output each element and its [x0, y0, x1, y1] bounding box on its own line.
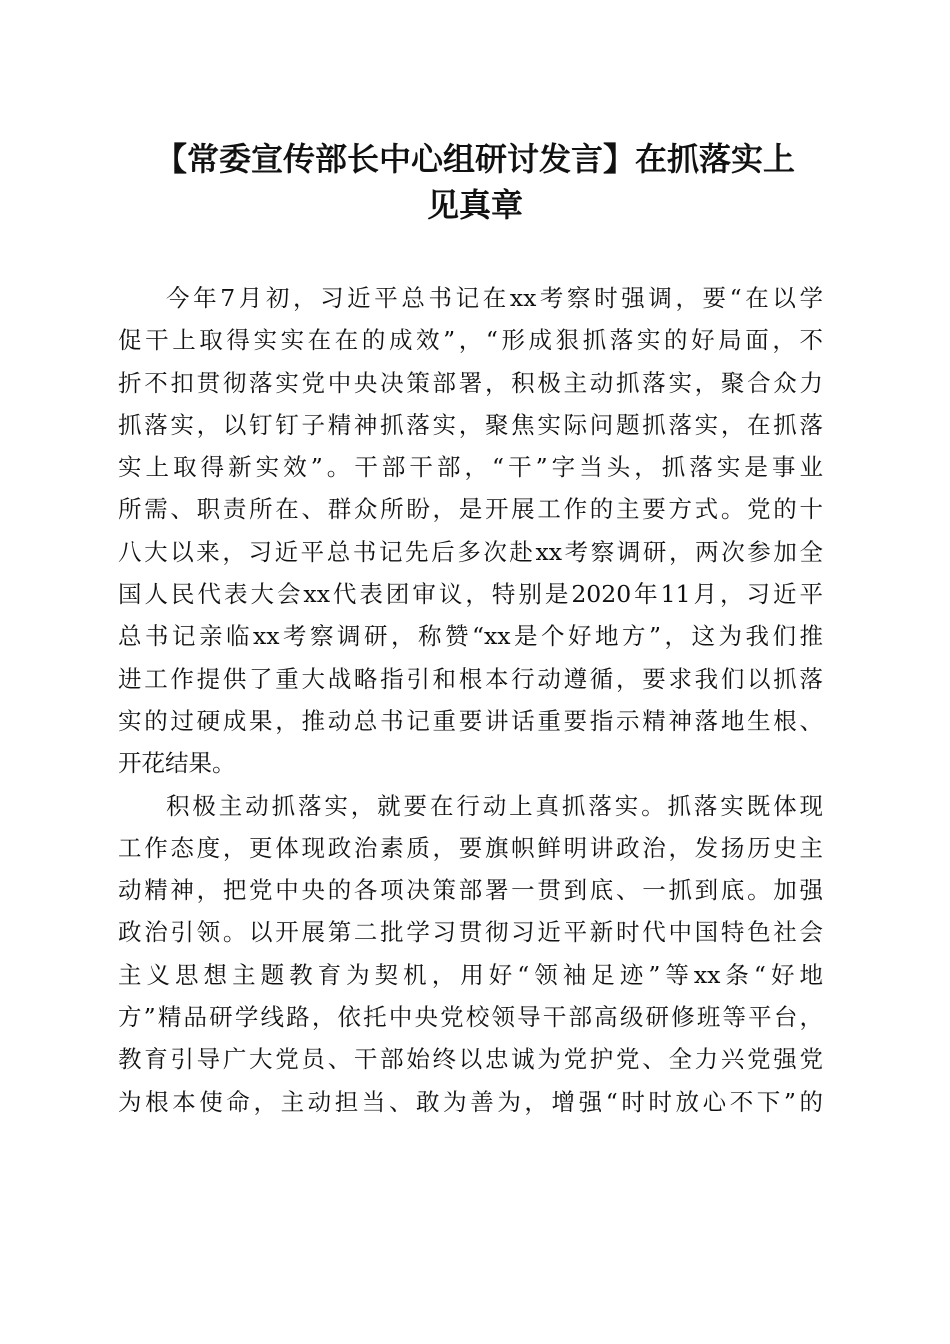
text-line: 所需、职责所在、群众所盼，是开展工作的主要方式。党的十: [118, 495, 823, 524]
paragraph: [118, 277, 823, 785]
title-line-2: 见真章: [426, 186, 523, 224]
text-line: 实的过硬成果，推动总书记重要讲话重要指示精神落地生根、: [118, 706, 823, 735]
text-line: 国人民代表大会xx代表团审议，特别是2020年11月，习近平: [118, 580, 823, 609]
text-line: 主义思想主题教育为契机，用好“领袖足迹”等xx条“好地: [118, 960, 823, 989]
text-line: 积极主动抓落实，就要在行动上真抓落实。抓落实既体现: [166, 791, 823, 820]
text-line: 折不扣贯彻落实党中央决策部署，积极主动抓落实，聚合众力: [118, 368, 823, 397]
text-line: 政治引领。以开展第二批学习贯彻习近平新时代中国特色社会: [118, 918, 823, 947]
text-line: 进工作提供了重大战略指引和根本行动遵循，要求我们以抓落: [118, 664, 823, 693]
text-line: 教育引导广大党员、干部始终以忠诚为党护党、全力兴党强党: [118, 1045, 823, 1074]
text-line: 今年7月初，习近平总书记在xx考察时强调，要“在以学: [166, 284, 823, 312]
text-line: 为根本使命，主动担当、敢为善为，增强“时时放心不下”的: [118, 1087, 823, 1116]
text-line: 方”精品研学线路，依托中央党校领导干部高级研修班等平台，: [118, 1003, 823, 1032]
text-line: 八大以来，习近平总书记先后多次赴xx考察调研，两次参加全: [118, 537, 823, 566]
text-line: 总书记亲临xx考察调研，称赞“xx是个好地方”，这为我们推: [118, 622, 823, 651]
paragraph: [118, 785, 823, 1123]
text-line: 促干上取得实实在在的成效”，“形成狠抓落实的好局面，不: [118, 326, 823, 355]
text-line: 开花结果。: [118, 749, 236, 778]
text-line: 实上取得新实效”。干部干部，“干”字当头，抓落实是事业: [118, 453, 823, 482]
text-line: 动精神，把党中央的各项决策部署一贯到底、一抓到底。加强: [118, 876, 823, 905]
document-body: [118, 277, 823, 1123]
title-line-1: 【常委宣传部长中心组研讨发言】在抓落实上: [154, 140, 795, 178]
text-line: 工作态度，更体现政治素质，要旗帜鲜明讲政治，发扬历史主: [118, 833, 823, 862]
text-line: 抓落实，以钉钉子精神抓落实，聚焦实际问题抓落实，在抓落: [118, 410, 823, 439]
document-title: [100, 136, 850, 228]
